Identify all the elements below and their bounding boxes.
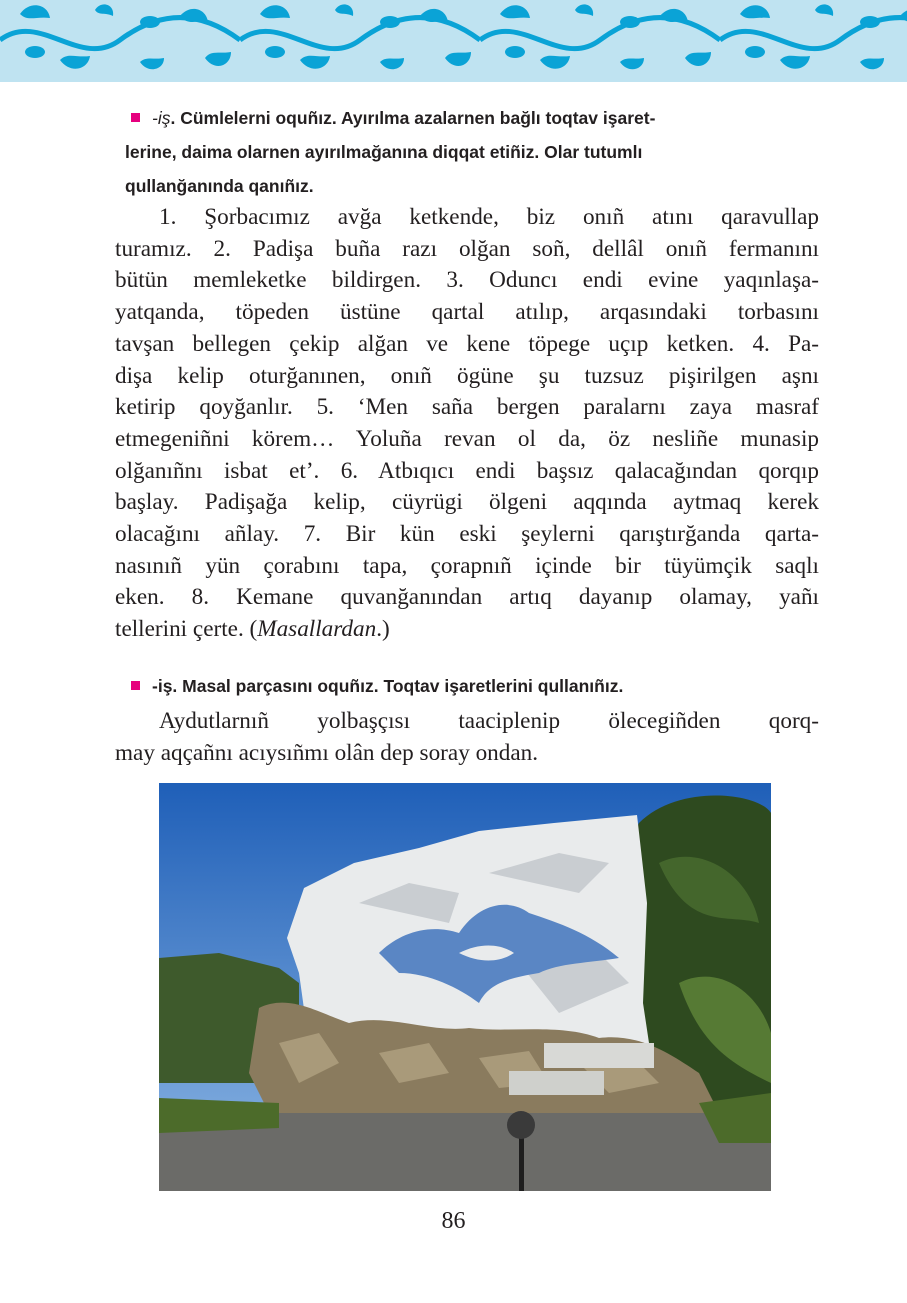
monument-photo bbox=[159, 783, 771, 1191]
task-text-line: -iş. Masal parçasını oquñız. Toqtav işaretlerini qullanıñız. bbox=[152, 676, 624, 696]
task-text-line: qullanğanında qanıñız. bbox=[125, 176, 314, 196]
text-line: Aydutlarnıñ yolbaşçısı taaciplenip ölecegiñden qorq- bbox=[159, 708, 819, 734]
task-instruction-2 bbox=[125, 669, 825, 703]
text-line: ketirip qoyğanlır. 5. ‘Men saña bergen paralarnı zaya masraf bbox=[115, 394, 819, 421]
text-line: turamız. 2. Padişa buña razı olğan soñ, dellâl onıñ fermanını bbox=[115, 235, 819, 262]
text-line: etmegeniñni körem… Yoluña revan ol da, öz nesliñe munasip bbox=[115, 425, 819, 452]
text-line: başlay. Padişağa kelip, cüyrügi ölgeni aqqında aytmaq kerek bbox=[115, 489, 819, 516]
text-line: yatqanda, töpeden üstüne qartal atılıp, arqasındaki torbasını bbox=[115, 299, 819, 326]
text-fragment: .) bbox=[376, 616, 390, 643]
task-text-line: . Cümlelerni oquñız. Ayırılma azalarnen bağlı toqtav işaret- bbox=[170, 108, 656, 128]
bullet-square-icon bbox=[131, 113, 140, 122]
floral-ornament-icon bbox=[0, 0, 907, 82]
source-citation: Masallardan bbox=[257, 616, 377, 643]
text-line: olğanıñnı isbat et’. 6. Atbıqıcı endi başsız qalacağından qorqıp bbox=[115, 457, 819, 484]
floral-header-banner bbox=[0, 0, 907, 82]
text-line bbox=[115, 614, 819, 646]
bullet-square-icon bbox=[131, 681, 140, 690]
text-fragment: tellerini çerte. ( bbox=[115, 616, 258, 643]
text-line: dişa kelip oturğanınen, onıñ ögüne şu tuzsuz pişirilgen aşnı bbox=[115, 362, 819, 389]
text-line: tavşan bellegen çekip alğan ve kene töpege uçıp ketken. 4. Pa- bbox=[115, 330, 819, 357]
exercise-text-paragraph-2 bbox=[115, 706, 819, 769]
exercise-text-paragraph bbox=[115, 202, 819, 646]
text-line: 1. Şorbacımız avğa ketkende, biz onıñ atını qaravullap bbox=[159, 204, 819, 230]
task-number: -iş bbox=[152, 108, 171, 128]
page-number: 86 bbox=[441, 1208, 466, 1234]
task-instruction-1 bbox=[125, 101, 825, 203]
monument-image bbox=[159, 783, 771, 1191]
text-line: nasınıñ yün çorabını tapa, çorapnıñ içinde bir tüyümçik saqlı bbox=[115, 552, 819, 579]
text-line: bütün memleketke bildirgen. 3. Oduncı endi evine yaqınlaşa- bbox=[115, 267, 819, 294]
text-line: may aqçañnı acıysıñmı olân dep soray ondan. bbox=[115, 739, 539, 766]
task-text-line: lerine, daima olarnen ayırılmağanına diqqat etiñiz. Olar tutumlı bbox=[125, 142, 643, 162]
text-line: eken. 8. Kemane quvanğanından artıq dayanıp olamay, yañı bbox=[115, 584, 819, 611]
text-line: olacağını añlay. 7. Bir kün eski şeylerni qarıştırğanda qarta- bbox=[115, 521, 819, 548]
